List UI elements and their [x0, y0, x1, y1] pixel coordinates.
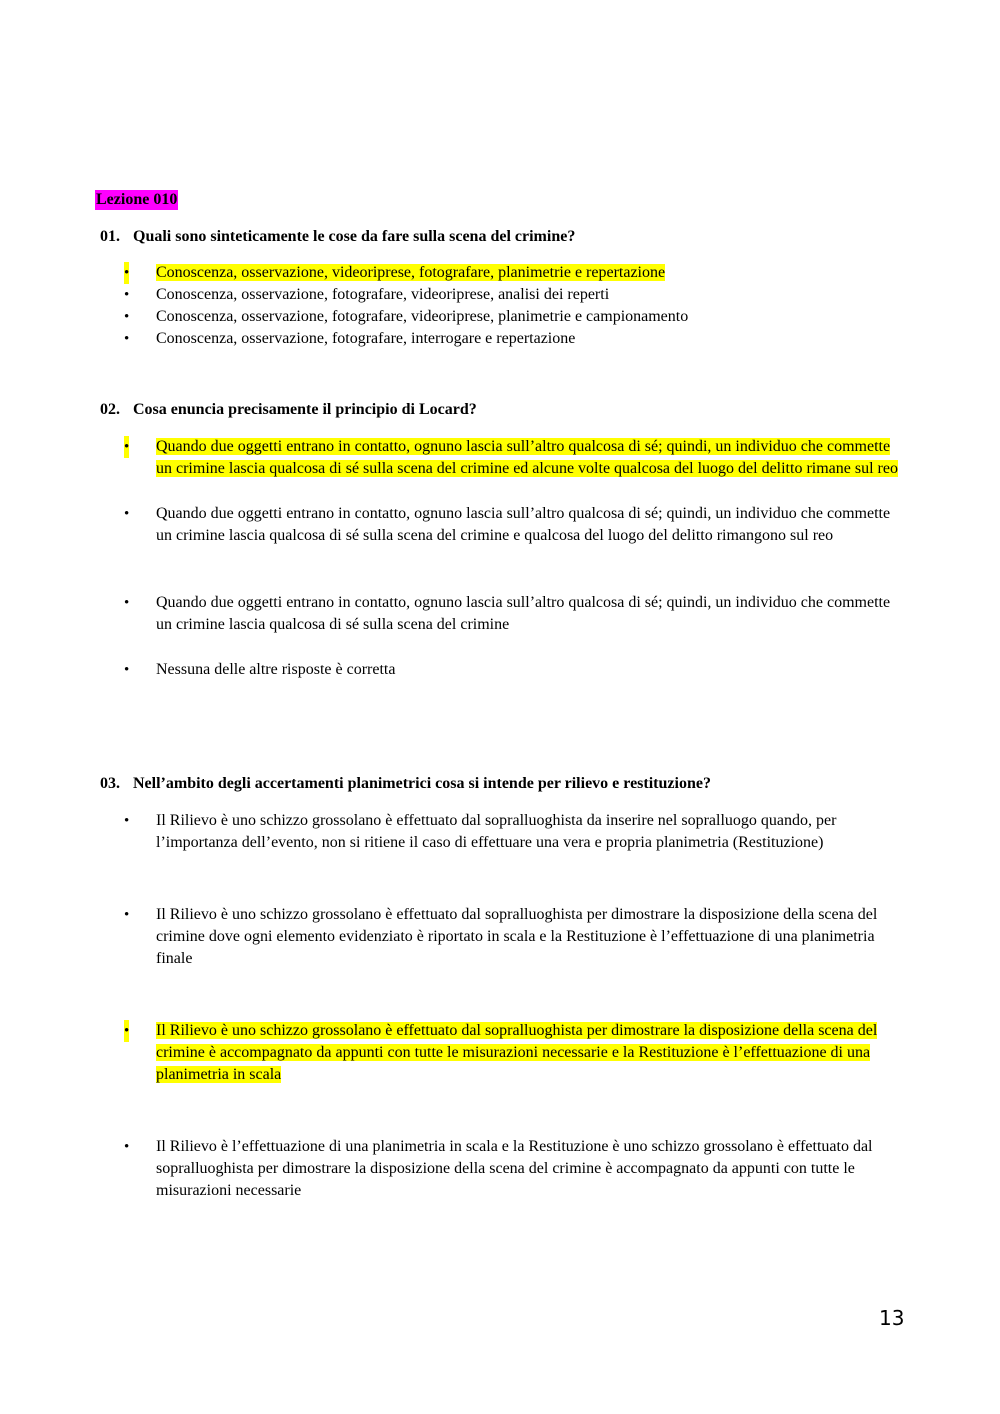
answer-text: Il Rilievo è uno schizzo grossolano è effettuato dal sopralluoghista per dimostrare la disposizione della scena del crimine è accompagnato da appunti con tutte le misurazioni necessarie e la Restituzione è l’effettuazione di una planimetria in scala: [156, 1022, 878, 1083]
answer-text: Quando due oggetti entrano in contatto, ognuno lascia sull’altro qualcosa di sé; quindi, un individuo che commette un crimine lascia qualcosa di sé sulla scena del crimine e qualcosa del luogo del delitto rimangono sul reo: [156, 505, 891, 544]
bullet-icon: •: [124, 662, 130, 678]
bullet-icon: •: [124, 331, 130, 347]
answer-text: Il Rilievo è uno schizzo grossolano è effettuato dal sopralluoghista da inserire nel sopralluogo quando, per l’importanza dell’evento, non si ritiene il caso di effettuare una vera e propria planimetria (Restituzione): [156, 812, 837, 851]
answer-item: [120, 904, 910, 970]
answer-item: [120, 1136, 910, 1202]
answer-item: [120, 592, 910, 636]
answer-list: [120, 262, 910, 350]
answer-item-correct: [120, 436, 910, 480]
bullet-icon: •: [124, 907, 130, 923]
bullet-icon: •: [124, 1020, 129, 1042]
bullet-icon: •: [124, 287, 130, 303]
answer-item: [120, 306, 910, 328]
question-text: Cosa enuncia precisamente il principio di Locard?: [133, 401, 477, 418]
question-title: [100, 774, 711, 794]
page-number: 13: [879, 1306, 905, 1330]
answer-text: Conoscenza, osservazione, videoriprese, fotografare, planimetrie e repertazione: [156, 264, 666, 281]
answer-text: Il Rilievo è l’effettuazione di una planimetria in scala e la Restituzione è uno schizzo grossolano è effettuato dal sopralluoghista per dimostrare la disposizione della scena del crimine è accompagnato da appunti con tutte le misurazioni necessarie: [156, 1138, 873, 1199]
answer-text: Quando due oggetti entrano in contatto, ognuno lascia sull’altro qualcosa di sé; quindi, un individuo che commette un crimine lascia qualcosa di sé sulla scena del crimine: [156, 594, 891, 633]
answer-item-correct: [120, 262, 910, 284]
answer-text: Il Rilievo è uno schizzo grossolano è effettuato dal sopralluoghista per dimostrare la disposizione della scena del crimine dove ogni elemento evidenziato è riportato in scala e la Restituzione è l’effettuazione di una planimetria finale: [156, 906, 878, 967]
answer-text: Conoscenza, osservazione, fotografare, interrogare e repertazione: [156, 330, 576, 347]
answer-item: [120, 284, 910, 306]
bullet-icon: •: [124, 436, 129, 458]
answer-list: [120, 436, 910, 681]
answer-text: Conoscenza, osservazione, fotografare, videoriprese, analisi dei reperti: [156, 286, 610, 303]
answer-item: [120, 659, 910, 681]
answer-list: [120, 810, 910, 1202]
question-number: 01.: [100, 228, 120, 245]
answer-text: Nessuna delle altre risposte è corretta: [156, 661, 396, 678]
answer-item: [120, 328, 910, 350]
answer-item: [120, 810, 910, 854]
question-title: [100, 227, 575, 247]
question-text: Nell’ambito degli accertamenti planimetrici cosa si intende per rilievo e restituzione?: [133, 775, 711, 792]
answer-item: [120, 503, 910, 547]
question-number: 02.: [100, 401, 120, 418]
bullet-icon: •: [124, 506, 130, 522]
bullet-icon: •: [124, 813, 130, 829]
answer-text: Conoscenza, osservazione, fotografare, videoriprese, planimetrie e campionamento: [156, 308, 689, 325]
lesson-title: Lezione 010: [96, 191, 178, 208]
answer-item-correct: [120, 1020, 910, 1086]
bullet-icon: •: [124, 262, 129, 284]
question-number: 03.: [100, 775, 120, 792]
question-title: [100, 400, 477, 420]
bullet-icon: •: [124, 595, 130, 611]
answer-text: Quando due oggetti entrano in contatto, ognuno lascia sull’altro qualcosa di sé; quindi, un individuo che commette un crimine lascia qualcosa di sé sulla scena del crimine ed alcune volte qualcosa del luogo del delitto rimane sul reo: [156, 438, 898, 477]
bullet-icon: •: [124, 309, 130, 325]
bullet-icon: •: [124, 1139, 130, 1155]
question-text: Quali sono sinteticamente le cose da fare sulla scena del crimine?: [133, 228, 576, 245]
